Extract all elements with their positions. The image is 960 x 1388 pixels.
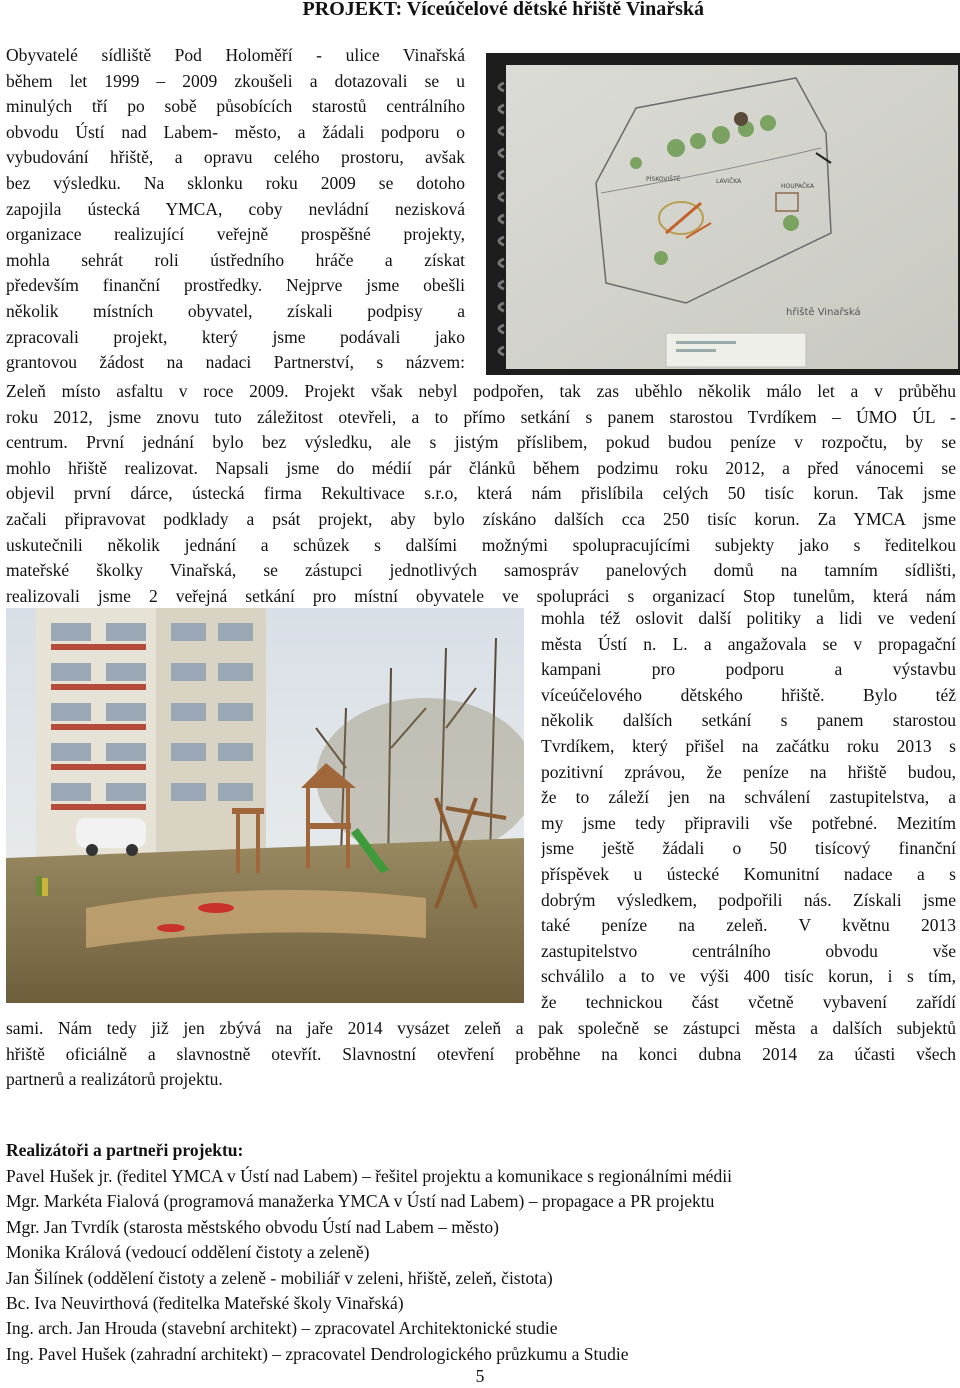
history-paragraph	[6, 379, 956, 609]
text-line: minulých tří po sobě působících starostů centrálního	[6, 96, 465, 117]
page-title: PROJEKT: Víceúčelové dětské hřiště Vinařská	[302, 0, 704, 20]
text-line: pozitivní zprávou, že peníze na hřiště budou,	[541, 761, 956, 782]
text-line: že technickou část včetně vybavení zařídí	[541, 991, 956, 1012]
text-line: jsme ještě žádali o 50 tisícový finanční	[541, 838, 956, 859]
text-line: vybudování hřiště, a opravu celého prostoru, avšak	[6, 147, 465, 168]
text-line: mohla sehrát roli ústředního hráče a získat	[6, 249, 465, 270]
text-line: schválilo a to ve výši 400 tisíc korun, i s tím,	[541, 966, 956, 987]
partner-item: Ing. Pavel Hušek (zahradní architekt) – zpracovatel Dendrologického průzkumu a Studie	[6, 1343, 629, 1364]
intro-paragraph	[6, 43, 465, 376]
text-line: mateřské školky Vinařská, se zástupci jednotlivých samospráv panelových domů na tamním sídlišti,	[6, 560, 956, 581]
text-line: obvodu Ústí nad Labem- město, a žádali podporu o	[6, 121, 465, 142]
text-line: zpracovali projekt, který jsme podávali jako	[6, 326, 465, 347]
text-line: několik místních obyvatel, získali podpisy a	[6, 300, 465, 321]
text-line: my jsme tedy připravili vše potřebné. Mezitím	[541, 812, 956, 833]
partner-item: Pavel Hušek jr. (ředitel YMCA v Ústí nad Labem) – řešitel projektu a komunikace s regionálními médii	[6, 1166, 732, 1186]
partner-item: Ing. arch. Jan Hrouda (stavební architekt) – zpracovatel Architektonické studie	[6, 1318, 558, 1339]
partner-item: Bc. Iva Neuvirthová (ředitelka Mateřské školy Vinařská)	[6, 1293, 404, 1314]
text-line: partnerů a realizátorů projektu.	[6, 1069, 223, 1090]
text-line: víceúčelového dětského hřiště. Bylo též	[541, 684, 956, 705]
text-line: také peníze na zeleň. V květnu 2013	[541, 915, 956, 936]
page-number: 5	[475, 1366, 485, 1386]
closing-paragraph	[6, 1016, 956, 1093]
text-line: bez výsledku. Na sklonku roku 2009 se dotoho	[6, 172, 465, 193]
sketch-label: hřiště Vinařská	[786, 307, 861, 318]
text-line: organizace realizující veřejně prospěšné projekty,	[6, 224, 465, 245]
text-line: především finanční prostředky. Nejprve jsme obešli	[6, 275, 465, 296]
text-line: mohla též oslovit další politiky a lidi ve vedení	[541, 608, 956, 628]
text-line: centrum. První jednání bylo bez výsledku, ale s jistým příslibem, pokud budou peníze v rozpočtu, by se	[6, 432, 956, 453]
playground-photo	[6, 608, 524, 1003]
text-line: mohlo hřiště realizovat. Napsali jsme do médií pár článků během podzimu roku 2012, a před vánocemi se	[6, 457, 956, 478]
partners-list	[6, 1164, 956, 1367]
text-line: zapojila ústecká YMCA, coby nevládní nezisková	[6, 198, 465, 219]
progress-paragraph	[541, 606, 956, 1016]
partner-item: Mgr. Jan Tvrdík (starosta městského obvodu Ústí nad Labem – město)	[6, 1216, 500, 1237]
text-line: hřiště oficiálně a slavnostně otevřít. Slavnostní otevření proběhne na konci dubna 2014 za účasti všech	[6, 1043, 956, 1064]
partners-heading: Realizátoři a partneři projektu:	[6, 1140, 244, 1160]
text-line: zastupitelstvo centrálního obvodu vše	[541, 940, 956, 961]
text-line: města Ústí n. L. a angažovala se v propagační	[541, 633, 956, 654]
partner-item: Jan Šilínek (oddělení čistoty a zeleně - mobiliář v zeleni, hřiště, zeleň, čistota)	[6, 1267, 553, 1288]
text-line: během let 1999 – 2009 zkoušeli a dotazovali se u	[6, 70, 465, 91]
text-line: příspěvek u ústecké Komunitní nadace a s	[541, 863, 956, 884]
playground-sketch-image	[486, 53, 960, 375]
svg-text:PÍSKOVIŠTĚ: PÍSKOVIŠTĚ	[646, 176, 681, 183]
text-line: že to záleží jen na schválení zastupitelstva, a	[541, 787, 956, 808]
text-line: dobrým výsledkem, podpořili nás. Získali jsme	[541, 889, 956, 910]
text-line: objevil první dárce, ústecká firma Rekultivace s.r.o, která nám přislíbila celých 50 tisíc korun. Tak jsme	[6, 483, 956, 504]
text-line: začali připravovat podklady a psát projekt, aby bylo získáno dalších cca 250 tisíc korun. Za YMCA jsme	[6, 508, 956, 529]
svg-text:HOUPAČKA: HOUPAČKA	[781, 183, 814, 190]
text-line: kampani pro podporu a výstavbu	[541, 659, 956, 680]
text-line: grantovou žádost na nadaci Partnerství, s názvem:	[6, 352, 465, 373]
text-line: uskutečnili několik jednání a schůzek s dalšími možnými spolupracujícími subjekty jako s ředitelkou	[6, 534, 956, 555]
text-line: Tvrdíkem, který přišel na začátku roku 2013 s	[541, 735, 956, 756]
text-line: Obyvatelé sídliště Pod Holoměří - ulice Vinařská	[6, 45, 465, 65]
partner-item: Mgr. Markéta Fialová (programová manažerka YMCA v Ústí nad Labem) – propagace a PR projektu	[6, 1191, 715, 1212]
partner-item: Monika Králová (vedoucí oddělení čistoty a zeleně)	[6, 1242, 370, 1263]
text-line: Zeleň místo asfaltu v roce 2009. Projekt však nebyl podpořen, tak zas uběhlo několik málo let a v průběhu	[6, 381, 956, 401]
text-line: několik dalších setkání s panem starostou	[541, 710, 956, 731]
text-line: realizovali jsme 2 veřejná setkání pro místní obyvatele ve spolupráci s organizací Stop tunelům, která nám	[6, 585, 956, 606]
text-line: roku 2012, jsme znovu tuto záležitost otevřeli, a to přímo setkání s panem starostou Tvrdíkem – ÚMO ÚL -	[6, 406, 956, 427]
svg-text:LAVIČKA: LAVIČKA	[716, 178, 742, 185]
text-line: sami. Nám tedy již jen zbývá na jaře 2014 vysázet zeleň a pak společně se zástupci města a dalších subjektů	[6, 1018, 956, 1038]
